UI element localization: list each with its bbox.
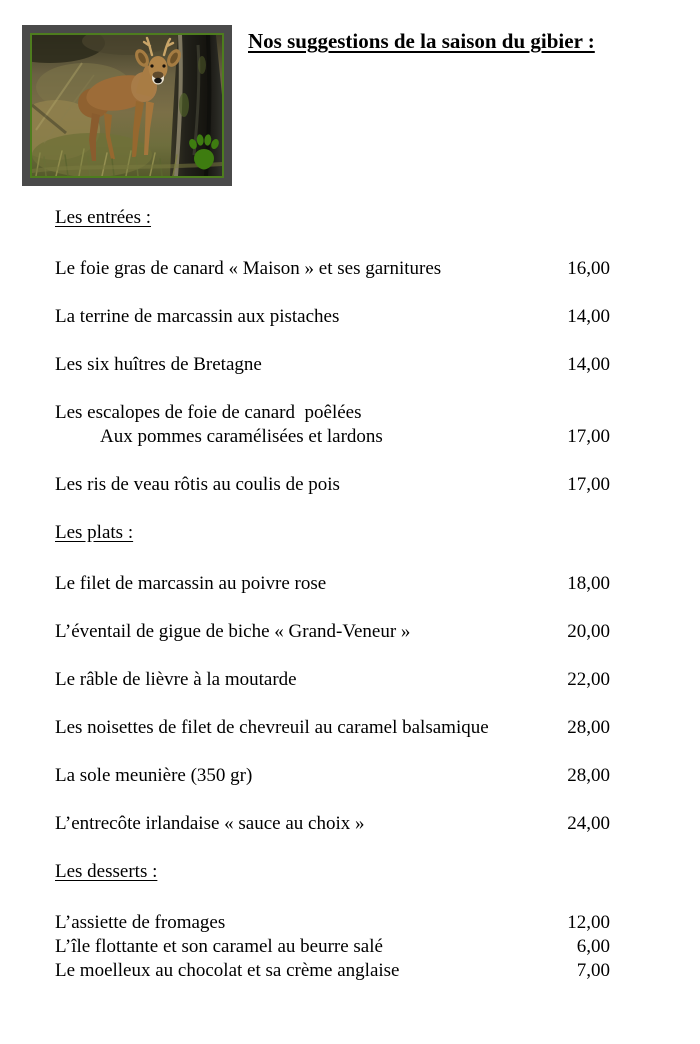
dish-name: L’île flottante et son caramel au beurre salé xyxy=(55,936,383,957)
dish-name: L’éventail de gigue de biche « Grand-Veneur » xyxy=(55,621,411,642)
dish-price: 6,00 xyxy=(576,936,610,957)
dish-price: 12,00 xyxy=(567,912,610,933)
menu-item xyxy=(55,305,610,329)
dish-name: L’entrecôte irlandaise « sauce au choix » xyxy=(55,813,365,834)
dish-price: 20,00 xyxy=(567,621,610,642)
dish-price: 7,00 xyxy=(576,960,610,981)
menu-item xyxy=(55,353,610,377)
dish-price: 18,00 xyxy=(567,573,610,594)
dish-price: 16,00 xyxy=(567,258,610,279)
menu-item xyxy=(55,620,610,644)
dish-name: Le râble de lièvre à la moutarde xyxy=(55,669,297,690)
page-title: Nos suggestions de la saison du gibier : xyxy=(248,29,595,53)
section-items xyxy=(55,911,610,983)
dish-name-line2: Aux pommes caramélisées et lardons xyxy=(100,426,383,447)
menu-item xyxy=(55,257,610,281)
roe-deer-illustration xyxy=(32,35,222,176)
dish-price: 17,00 xyxy=(567,474,610,495)
dish-name: Les ris de veau rôtis au coulis de pois xyxy=(55,474,340,495)
header xyxy=(0,0,700,186)
dish-price: 22,00 xyxy=(567,669,610,690)
dish-name: La sole meunière (350 gr) xyxy=(55,765,253,786)
dish-price: 17,00 xyxy=(567,426,610,447)
section-items xyxy=(55,257,610,497)
section-heading: Les desserts : xyxy=(55,861,158,882)
dish-price: 28,00 xyxy=(567,717,610,738)
dish-name: Le filet de marcassin au poivre rose xyxy=(55,573,327,594)
section-items xyxy=(55,572,610,836)
roe-deer-photo xyxy=(30,33,224,178)
dish-name: Les noisettes de filet de chevreuil au caramel balsamique xyxy=(55,717,489,738)
photo-frame xyxy=(22,25,232,186)
menu-item xyxy=(55,959,610,983)
menu-item xyxy=(55,668,610,692)
menu-item xyxy=(55,572,610,596)
dish-name-line1: Les escalopes de foie de canard poêlées xyxy=(55,402,362,423)
dish-price: 14,00 xyxy=(567,306,610,327)
section-heading: Les entrées : xyxy=(55,207,152,228)
menu-section xyxy=(55,206,610,497)
dish-name: La terrine de marcassin aux pistaches xyxy=(55,306,340,327)
dish-name: Le moelleux au chocolat et sa crème anglaise xyxy=(55,960,400,981)
dish-name: L’assiette de fromages xyxy=(55,912,226,933)
menu-item xyxy=(55,473,610,497)
section-heading: Les plats : xyxy=(55,522,134,543)
menu-section xyxy=(55,860,610,983)
menu-item xyxy=(55,716,610,740)
menu-item xyxy=(55,764,610,788)
dish-name: Le foie gras de canard « Maison » et ses garnitures xyxy=(55,258,442,279)
dish-price: 24,00 xyxy=(567,813,610,834)
dish-price: 14,00 xyxy=(567,354,610,375)
menu xyxy=(0,206,700,993)
menu-item xyxy=(55,401,610,449)
dish-price: 28,00 xyxy=(567,765,610,786)
menu-item xyxy=(55,812,610,836)
menu-section xyxy=(55,521,610,836)
dish-name: Les six huîtres de Bretagne xyxy=(55,354,262,375)
menu-item xyxy=(55,935,610,959)
menu-item xyxy=(55,911,610,935)
